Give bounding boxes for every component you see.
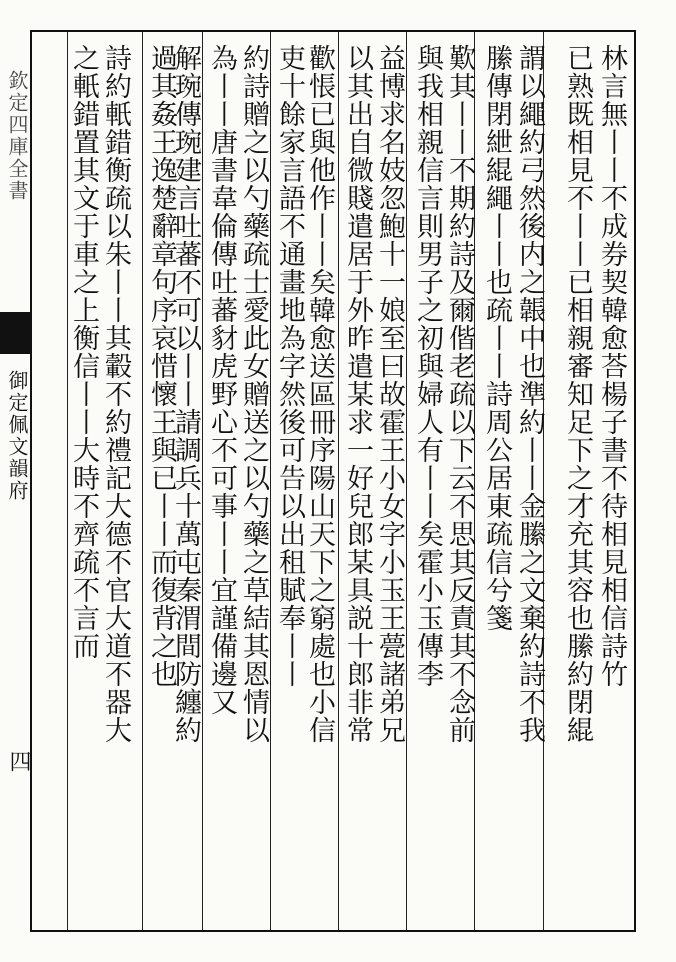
text-column: 為丨丨唐書韋倫傳吐蕃豺虎野心不可事丨丨宜謹備邊又 (206, 44, 237, 716)
fish-tail-mark (0, 312, 30, 354)
text-column: 歎其丨丨不期約詩及爾偕老疏以下云不思其反責其不念前 (444, 44, 475, 744)
page-number: 四 (6, 750, 31, 772)
text-column: 過其姦王逸楚辭章句序哀惜懷王與已丨丨而復背之也 (146, 44, 177, 688)
text-column: 詩約軝錯衡疏以朱丨丨其轂不約禮記大德不官大道不器大 (100, 44, 131, 744)
series-title: 欽定四庫全書 (5, 70, 29, 202)
column-rule (202, 32, 203, 930)
text-column: 已熟既相見不丨丨已相親審知足下之才充其容也縢約閉緄 (562, 44, 593, 744)
column-rule (406, 32, 407, 930)
text-column: 解琬傳琬建言吐蕃不可以丨丨請調兵十萬屯秦渭間防纏約 (170, 44, 201, 744)
book-title: 御定佩文韻府 (5, 370, 29, 502)
text-column: 縢傳閉紲緄繩丨丨也疏丨丨詩周公居東疏信兮箋 (481, 44, 512, 632)
text-column: 益博求名妓忽鮑十一娘至曰故霍王小女字小玉王甍諸弟兄 (374, 44, 405, 744)
column-rule (270, 32, 271, 930)
text-column: 歡悵已與他作丨丨矣韓愈送區冊序陽山天下之窮處也小信 (304, 44, 335, 744)
text-column: 林言無丨丨不成券契韓愈荅楊子書不待相見相信詩竹 (596, 44, 627, 688)
text-column: 吏十餘家言語不通畫地為字然後可告以出租賦奉丨丨 (274, 44, 305, 688)
text-column: 謂以繩約弓然後内之韔中也準約丨丨金縢之文棄約詩不我 (514, 44, 545, 744)
text-column: 約詩贈之以勺藥疏士愛此女贈送之以勺藥之草結其恩情以 (238, 44, 269, 744)
column-rule (142, 32, 143, 930)
text-column: 以其出自微賤遣居于外昨遣某求一好兒郎某具説十郎非常 (342, 44, 373, 744)
column-rule (338, 32, 339, 930)
text-column: 之軝錯置其文于車之上衡信丨丨大時不齊疏不言而 (68, 44, 99, 660)
page-gutter (0, 30, 30, 932)
text-column: 與我相親信言則男子之初與婦人有丨丨矣霍小玉傳李 (412, 44, 443, 688)
